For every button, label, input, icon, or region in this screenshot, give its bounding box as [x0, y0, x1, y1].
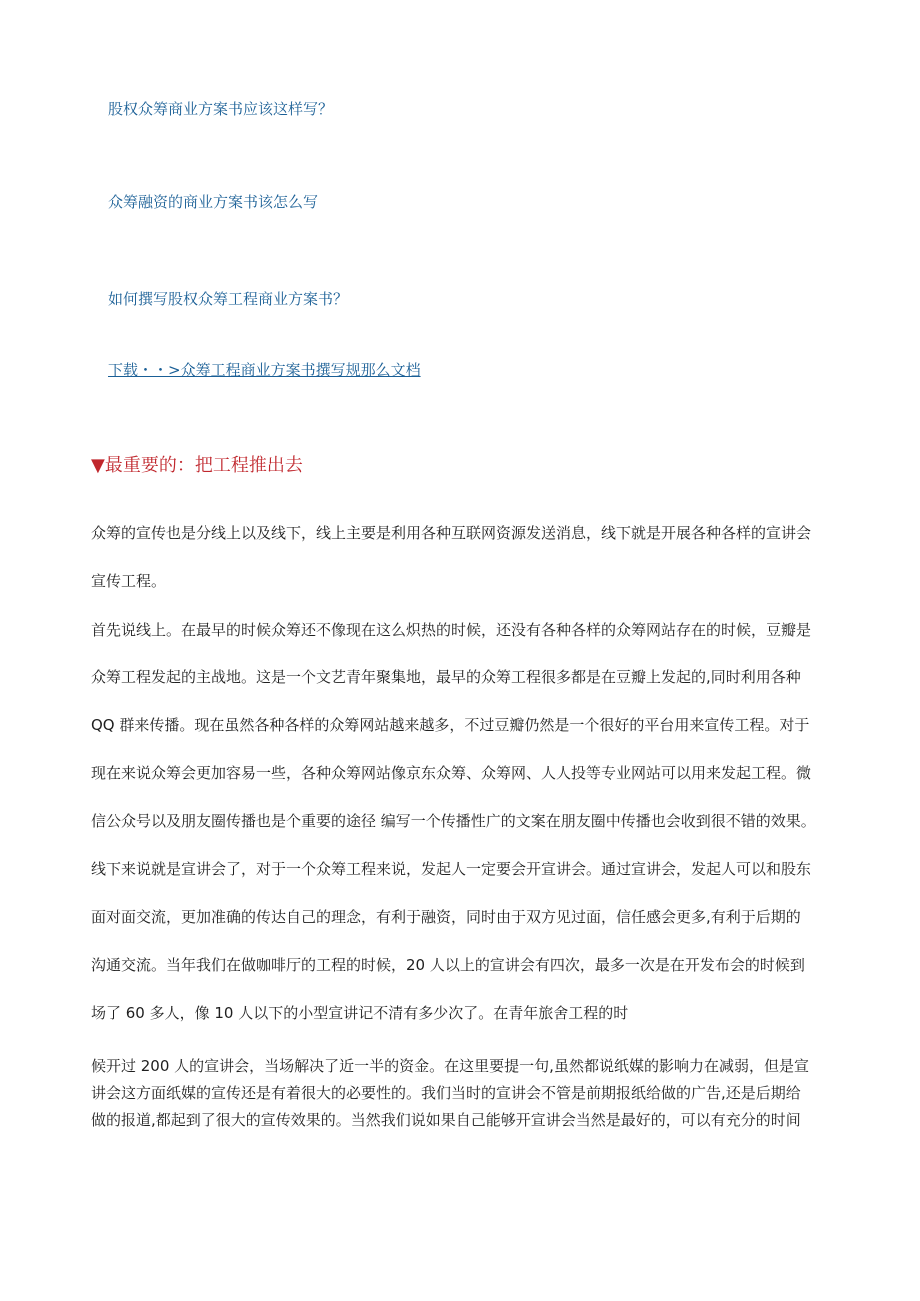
- link-crowdfunding-financing-business-plan[interactable]: 众筹融资的商业方案书该怎么写: [108, 193, 319, 211]
- paragraph-line: 沟通交流。当年我们在做咖啡厅的工程的时候，20 人以上的宣讲会有四次，最多一次是在开发布会的时候到: [91, 956, 805, 974]
- paragraph-line: 候开过 200 人的宣讲会，当场解决了近一半的资金。在这里要提一句,虽然都说纸媒的影响力在减弱，但是宣: [91, 1057, 809, 1075]
- section-heading: ▼最重要的：把工程推出去: [91, 455, 303, 476]
- paragraph-line: 首先说线上。在最早的时候众筹还不像现在这么炽热的时候，还没有各种各样的众筹网站存在的时候，豆瓣是: [91, 621, 812, 639]
- paragraph-line: 场了 60 多人，像 10 人以下的小型宣讲记不清有多少次了。在青年旅舍工程的时: [91, 1004, 629, 1022]
- paragraph-line: 线下来说就是宣讲会了，对于一个众筹工程来说，发起人一定要会开宣讲会。通过宣讲会，发起人可以和股东: [91, 860, 812, 878]
- link-equity-crowdfunding-business-plan[interactable]: 股权众筹商业方案书应该这样写？: [108, 100, 334, 118]
- paragraph-line: 众筹工程发起的主战地。这是一个文艺青年聚集地，最早的众筹工程很多都是在豆瓣上发起的,同时利用各种: [91, 668, 801, 686]
- link-download-business-plan-document[interactable]: 下载・・>众筹工程商业方案书撰写规那么文档: [108, 361, 421, 379]
- paragraph-line: 面对面交流，更加准确的传达自己的理念，有利于融资，同时由于双方见过面，信任感会更多,有利于后期的: [91, 908, 801, 926]
- paragraph-line: 做的报道,都起到了很大的宣传效果的。当然我们说如果自己能够开宣讲会当然是最好的，可以有充分的时间: [91, 1111, 801, 1129]
- paragraph-line: 信公众号以及朋友圈传播也是个重要的途径 编写一个传播性广的文案在朋友圈中传播也会收到很不错的效果。: [91, 812, 816, 830]
- link-how-to-write-equity-crowdfunding-plan[interactable]: 如何撰写股权众筹工程商业方案书？: [108, 290, 349, 308]
- paragraph-line: QQ 群来传播。现在虽然各种各样的众筹网站越来越多，不过豆瓣仍然是一个很好的平台用来宣传工程。对于: [91, 716, 810, 734]
- paragraph-line: 讲会这方面纸媒的宣传还是有着很大的必要性的。我们当时的宣讲会不管是前期报纸给做的广告,还是后期给: [91, 1084, 801, 1102]
- paragraph-line: 众筹的宣传也是分线上以及线下，线上主要是利用各种互联网资源发送消息，线下就是开展各种各样的宣讲会: [91, 524, 812, 542]
- paragraph-line: 宣传工程。: [91, 572, 167, 590]
- paragraph-line: 现在来说众筹会更加容易一些，各种众筹网站像京东众筹、众筹网、人人投等专业网站可以用来发起工程。微: [91, 764, 812, 782]
